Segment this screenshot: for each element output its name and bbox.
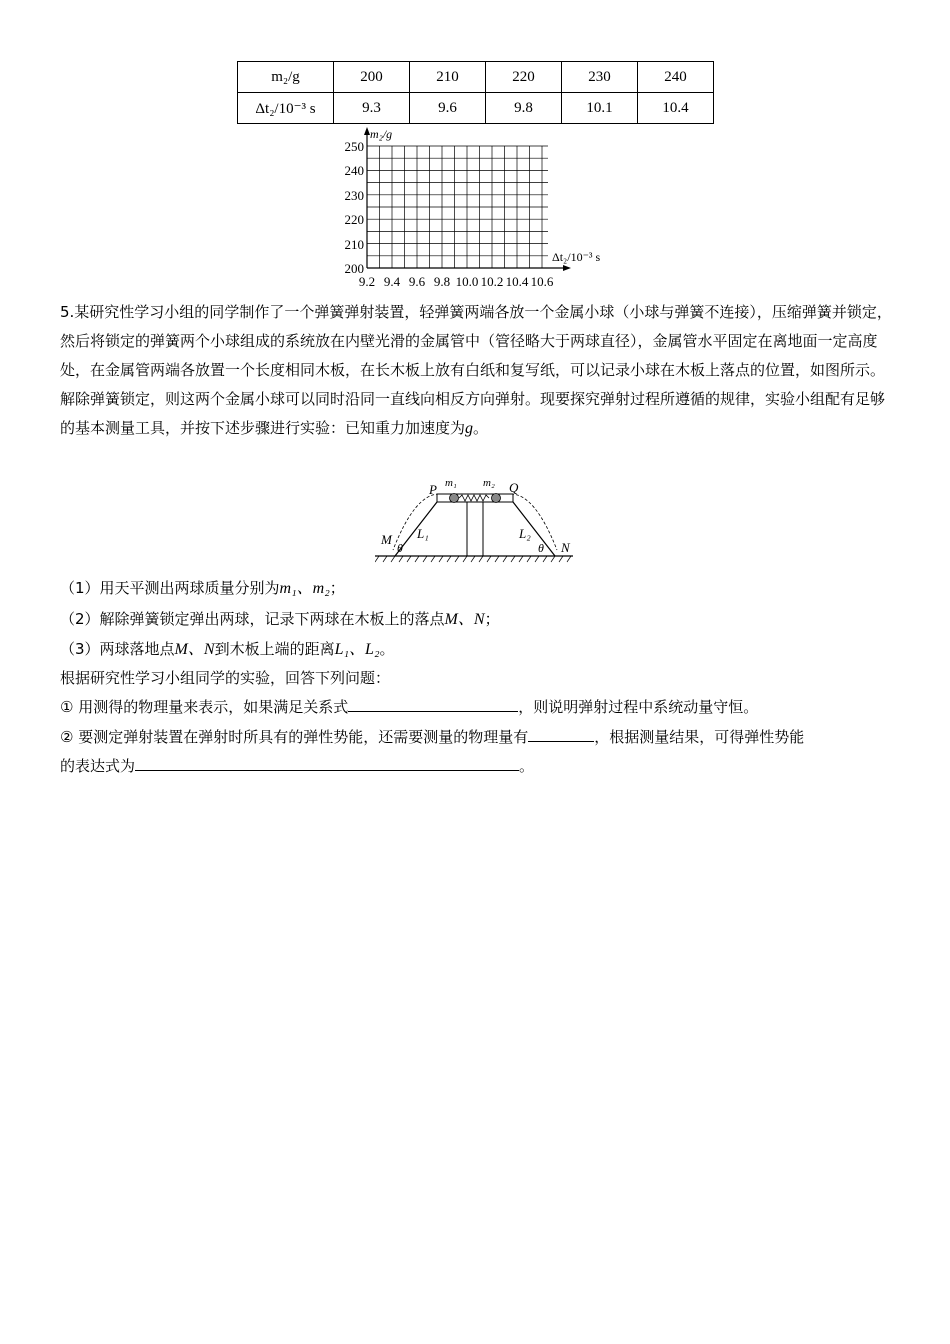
ground-hatch [375, 556, 571, 562]
step-3-text: （3）两球落地点 [60, 640, 175, 658]
step-3-vars: M、N [174, 641, 215, 658]
question-2-cont-text: 的表达式为 [60, 757, 136, 775]
y-tick-labels [345, 139, 365, 276]
question-2-mid: ，根据测量结果，可得弹性势能 [594, 728, 805, 746]
step-1-text: （1）用天平测出两球质量分别为 [60, 579, 280, 597]
var-g: g [465, 420, 474, 437]
question-2-end: 。 [519, 757, 535, 775]
label-p: P [429, 482, 437, 497]
label-l2: L₂ [519, 526, 531, 541]
step-2-end: ； [484, 610, 500, 628]
table-cell: 240 [638, 62, 714, 93]
x-tick-label: 10.4 [505, 274, 529, 289]
table-row-label: Δt₂/10⁻³ s [238, 93, 334, 124]
step-1 [60, 575, 345, 598]
table-cell: 200 [334, 62, 410, 93]
ball-m2 [492, 494, 501, 503]
question-1-text: ① 用测得的物理量来表示，如果满足关系式 [60, 698, 349, 716]
answer-blank-1[interactable] [348, 696, 518, 712]
table-cell: 9.6 [410, 93, 486, 124]
label-l1: L₁ [417, 526, 429, 541]
step-3-vars2: L₁、L₂ [334, 641, 380, 658]
step-1-vars: m₁、m₂ [279, 580, 330, 597]
step-3-mid: 到木板上端的距离 [214, 640, 335, 658]
table-cell: 10.4 [638, 93, 714, 124]
label-n: N [561, 540, 570, 555]
table-row [238, 62, 714, 93]
step-3 [60, 636, 395, 659]
label-theta-left: θ [397, 541, 403, 555]
table-cell: 220 [486, 62, 562, 93]
y-tick-label: 240 [344, 163, 364, 178]
question-2 [60, 726, 804, 747]
metal-tube [437, 494, 513, 502]
spring [459, 495, 489, 501]
step-3-end: 。 [379, 640, 395, 658]
table-cell: 230 [562, 62, 638, 93]
x-tick-label: 10.2 [480, 274, 504, 289]
x-tick-label: 10.0 [455, 274, 479, 289]
problem-intro [60, 298, 895, 443]
step-1-end: ； [329, 579, 345, 597]
x-tick-label: 9.8 [433, 274, 451, 289]
answer-blank-2[interactable] [528, 726, 594, 742]
x-tick-label: 9.6 [408, 274, 426, 289]
x-tick-label: 9.4 [383, 274, 401, 289]
label-m2: m₂ [483, 477, 495, 489]
y-tick-label: 220 [344, 212, 364, 227]
x-tick-label: 9.2 [358, 274, 376, 289]
step-2-text: （2）解除弹簧锁定弹出两球，记录下两球在木板上的落点 [60, 610, 445, 628]
y-tick-label: 250 [344, 139, 364, 154]
table-row-label: m₂/g [238, 62, 334, 93]
question-1 [60, 696, 758, 717]
y-tick-label: 230 [344, 188, 364, 203]
problem-intro-end: 。 [473, 419, 489, 437]
table-cell: 210 [410, 62, 486, 93]
apparatus-figure [375, 474, 575, 564]
ball-m1 [450, 494, 459, 503]
table-cell: 9.8 [486, 93, 562, 124]
label-m1: m₁ [445, 477, 457, 489]
table-cell: 10.1 [562, 93, 638, 124]
step-2-vars: M、N [444, 611, 485, 628]
y-tick-label: 210 [344, 237, 364, 252]
problem-intro-text: 5.某研究性学习小组的同学制作了一个弹簧弹射装置，轻弹簧两端各放一个金属小球（小球与弹簧不连接），压缩弹簧并锁定，然后将锁定的弹簧两个小球组成的系统放在内壁光滑的金属管中（管径略大于两球直径），金属管水平固定在离地面一定高度处，在金属管两端各放置一个长度相同木板，在长木板上放有白纸和复写纸，可以记录小球在木板上落点的位置，如图所示。解除弹簧锁定，则这两个金属小球可以同时沿同一直线向相反方向弹射。现要探究弹射过程所遵循的规律，实验小组配有足够的基本测量工具，并按下述步骤进行实验：已知重力加速度为 [60, 303, 892, 437]
x-tick-label: 10.6 [530, 274, 554, 289]
y-axis-label: m₂/g [370, 127, 393, 141]
question-2-cont [60, 755, 534, 776]
trajectory-right [511, 494, 557, 550]
question-intro: 根据研究性学习小组同学的实验，回答下列问题： [60, 669, 391, 687]
grid-lines [367, 146, 548, 268]
step-2 [60, 606, 500, 629]
graph-paper [330, 126, 630, 291]
question-1-end: ，则说明弹射过程中系统动量守恒。 [518, 698, 759, 716]
label-q: Q [509, 480, 519, 495]
question-2-text: ② 要测定弹射装置在弹射时所具有的弹性势能，还需要测量的物理量有 [60, 728, 529, 746]
x-axis-label: Δt₂/10⁻³ s [552, 250, 601, 264]
table-row [238, 93, 714, 124]
label-m: M [381, 532, 392, 547]
data-table [237, 61, 714, 124]
answer-blank-3[interactable] [135, 755, 519, 771]
label-theta-right: θ [538, 541, 544, 555]
x-axis-arrow [563, 265, 571, 271]
x-tick-labels [359, 274, 554, 289]
table-cell: 9.3 [334, 93, 410, 124]
y-tick-label: 200 [344, 261, 364, 276]
